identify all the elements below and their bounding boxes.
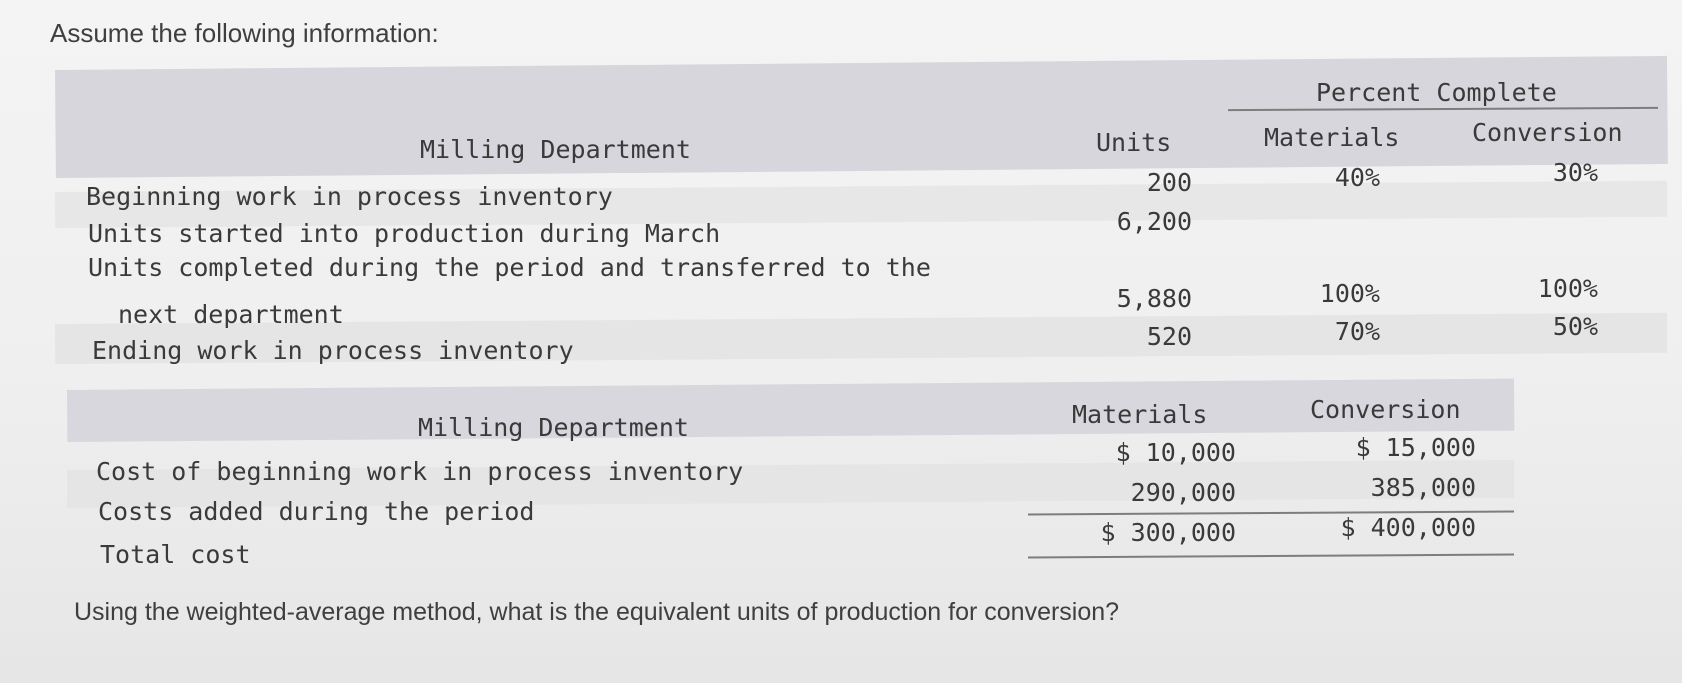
materials-column-header: Materials <box>1072 400 1208 429</box>
units-value: 200 <box>1146 168 1192 197</box>
row-label: Costs added during the period <box>98 497 535 526</box>
materials-value: 290,000 <box>1130 478 1236 507</box>
conversion-value: 50% <box>1552 312 1598 341</box>
table-header-background <box>55 56 1668 178</box>
conversion-column-header: Conversion <box>1310 395 1461 424</box>
conversion-column-header: Conversion <box>1472 118 1623 147</box>
department-header: Milling Department <box>418 413 689 442</box>
units-value: 5,880 <box>1116 284 1192 313</box>
conversion-value: 100% <box>1537 274 1598 303</box>
materials-value: $ 300,000 <box>1100 518 1236 547</box>
conversion-value: $ 400,000 <box>1340 513 1476 542</box>
row-label: Cost of beginning work in process inventory <box>96 457 744 486</box>
department-header: Milling Department <box>420 135 691 164</box>
units-column-header: Units <box>1096 128 1172 157</box>
row-label: Units started into production during March <box>88 219 721 248</box>
row-label: Beginning work in process inventory <box>86 182 613 211</box>
total-rule <box>1028 554 1514 559</box>
row-label: Ending work in process inventory <box>92 336 574 365</box>
materials-value: 70% <box>1334 317 1380 346</box>
conversion-value: 30% <box>1552 158 1598 187</box>
question-text: Using the weighted-average method, what is the equivalent units of production for conversion? <box>74 598 1120 626</box>
conversion-value: $ 15,000 <box>1355 433 1476 462</box>
units-value: 520 <box>1146 322 1192 351</box>
intro-text: Assume the following information: <box>50 18 439 48</box>
materials-value: $ 10,000 <box>1115 438 1236 467</box>
materials-value: 100% <box>1319 279 1380 308</box>
row-label: Total cost <box>100 540 251 569</box>
percent-complete-header: Percent Complete <box>1316 78 1557 107</box>
materials-column-header: Materials <box>1264 123 1400 152</box>
units-value: 6,200 <box>1116 207 1192 236</box>
row-label: Units completed during the period and transferred to the <box>88 253 931 282</box>
conversion-value: 385,000 <box>1370 473 1476 502</box>
row-label-continued: next department <box>118 300 344 329</box>
materials-value: 40% <box>1334 163 1380 192</box>
